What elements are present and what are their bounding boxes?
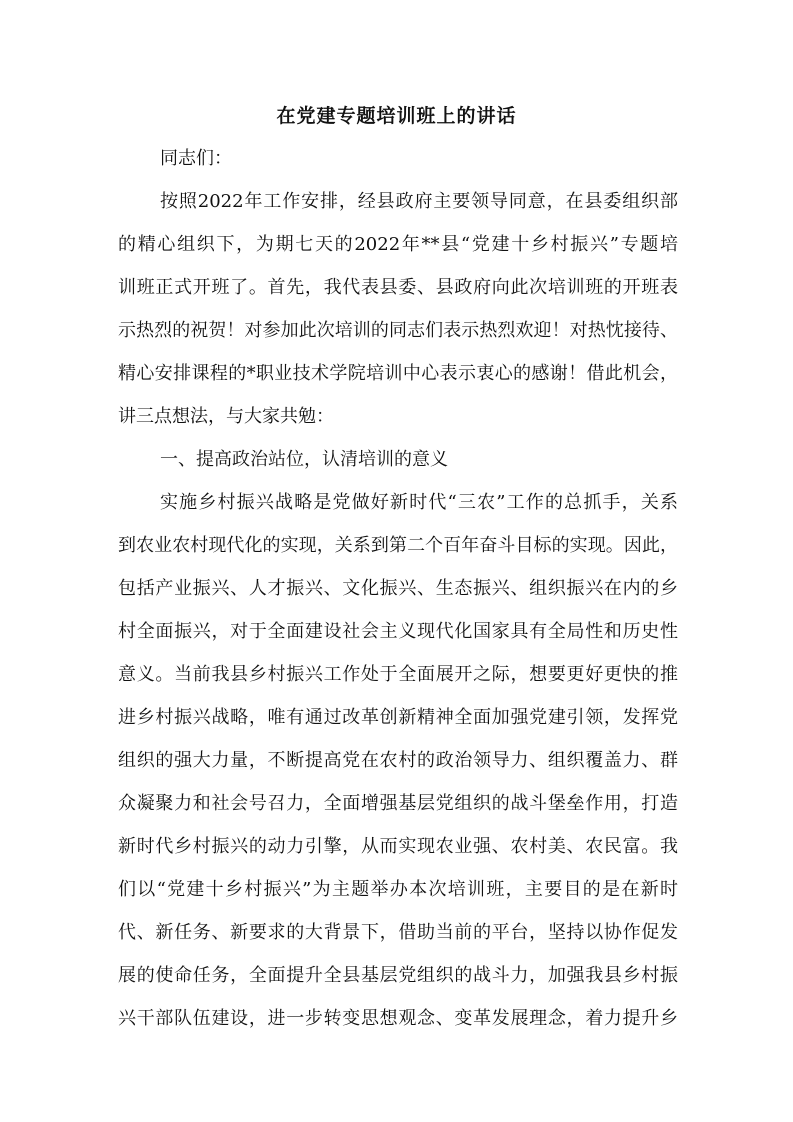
- paragraph-line: 组织的强大力量，不断提高党在农村的政治领导力、组织覆盖力、群: [118, 750, 678, 771]
- paragraph-line: 精心安排课程的*职业技术学院培训中心表示衷心的感谢！借此机会，: [118, 363, 678, 384]
- paragraph-line: 按照2022年工作安排，经县政府主要领导同意，在县委组织部: [160, 191, 678, 212]
- paragraph-line: 兴干部队伍建设，进一步转变思想观念、变革发展理念，着力提升乡: [118, 1008, 678, 1029]
- paragraph-line: 讲三点想法，与大家共勉：: [118, 406, 334, 427]
- paragraph-line: 展的使命任务，全面提升全县基层党组织的战斗力，加强我县乡村振: [118, 965, 678, 986]
- paragraph-line: 进乡村振兴战略，唯有通过改革创新精神全面加强党建引领，发挥党: [118, 707, 678, 728]
- paragraph-line: 训班正式开班了。首先，我代表县委、县政府向此次培训班的开班表: [118, 277, 678, 298]
- paragraph-line: 到农业农村现代化的实现，关系到第二个百年奋斗目标的实现。因此，: [118, 535, 678, 556]
- paragraph-line: 们以“党建十乡村振兴”为主题举办本次培训班，主要目的是在新时: [118, 879, 678, 900]
- paragraph-line: 实施乡村振兴战略是党做好新时代“三农”工作的总抓手，关系: [160, 492, 678, 513]
- paragraph-line: 代、新任务、新要求的大背景下，借助当前的平台，坚持以协作促发: [118, 922, 678, 943]
- salutation: 同志们：: [160, 148, 232, 169]
- document-title: 在党建专题培训班上的讲话: [276, 105, 517, 127]
- paragraph-line: 包括产业振兴、人才振兴、文化振兴、生态振兴、组织振兴在内的乡: [118, 578, 678, 599]
- paragraph-line: 示热烈的祝贺！对参加此次培训的同志们表示热烈欢迎！对热忱接待、: [118, 320, 678, 341]
- paragraph-line: 新时代乡村振兴的动力引擎，从而实现农业强、农村美、农民富。我: [118, 836, 678, 857]
- paragraph-line: 村全面振兴，对于全面建设社会主义现代化国家具有全局性和历史性: [118, 621, 678, 642]
- section-heading: 一、提高政治站位，认清培训的意义: [160, 449, 448, 470]
- paragraph-line: 意义。当前我县乡村振兴工作处于全面展开之际，想要更好更快的推: [118, 664, 678, 685]
- paragraph-line: 的精心组织下，为期七天的2022年**县“党建十乡村振兴”专题培: [118, 234, 678, 255]
- paragraph-line: 众凝聚力和社会号召力，全面增强基层党组织的战斗堡垒作用，打造: [118, 793, 678, 814]
